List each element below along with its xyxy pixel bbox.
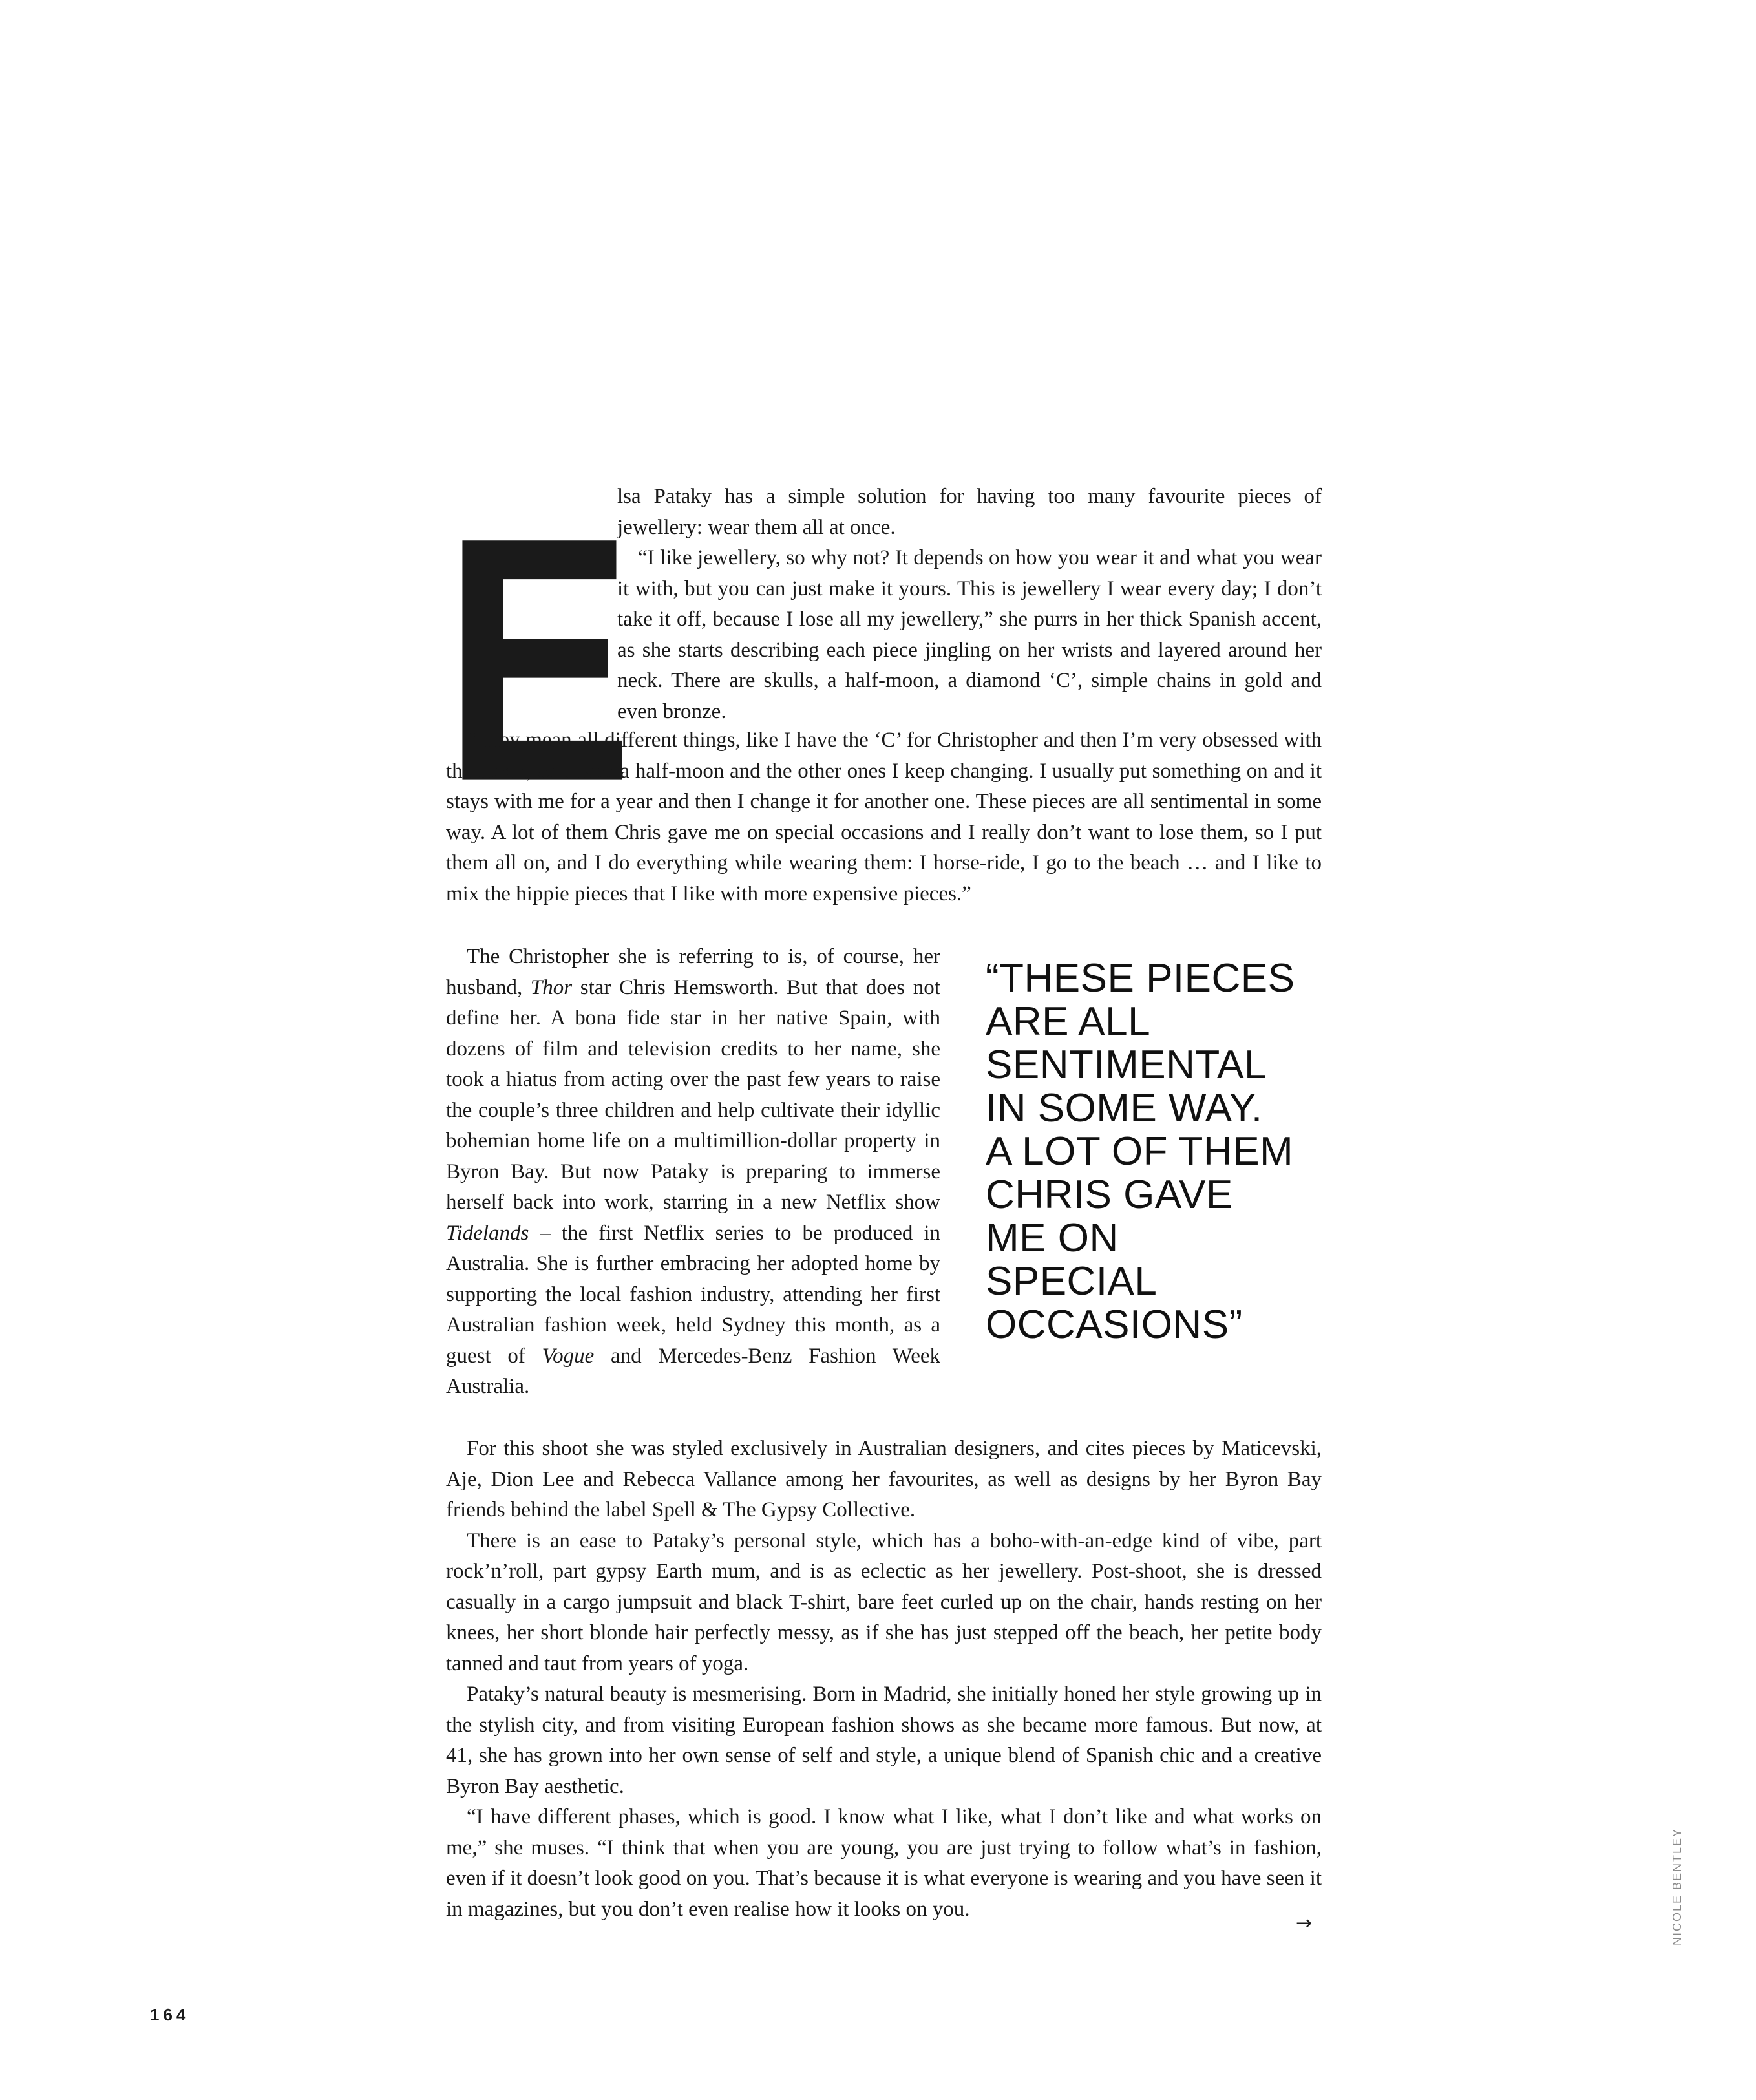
paragraph-5: For this shoot she was styled exclusively in Australian designers, and cites pieces by Maticevski, Aje, Dion Lee and Rebecca Vallance among her favourites, as well as designs by her Byron Bay friends behind the label Spell & The Gypsy Collective. [446,1437,1322,1522]
pull-quote-line: A LOT OF THEM [986,1129,1294,1174]
photo-credit: NICOLE BENTLEY [1671,1827,1684,1946]
body-left-column [446,942,940,1403]
continue-arrow-icon: → [1296,1912,1313,1935]
pull-quote-line: OCCASIONS” [986,1302,1243,1347]
pull-quote-line: ME ON [986,1216,1119,1260]
paragraph-7: Pataky’s natural beauty is mesmerising. Born in Madrid, she initially honed her style growing up in the stylish city, and from visiting European fashion shows as she became more famous. But now, at 41, she has grown into her own sense of self and style, a unique blend of Spanish chic and a creative Byron Bay aesthetic. [446,1682,1322,1798]
paragraph-4 [446,942,940,1403]
pull-quote-line: ARE ALL [986,999,1151,1044]
pull-quote-line: “THESE PIECES [986,956,1295,1001]
paragraph-3: “They mean all different things, like I have the ‘C’ for Christopher and then I’m very obsessed with the moon, so I have a half-moon and the other ones I keep changing. I usually put something on and it stays with me for a year and then I change it for another one. These pieces are all sentimental in some way. A lot of them Chris gave me on special occasions and I really don’t want to lose them, so I put them all on, and I do everything while wearing them: I horse-ride, I go to the beach … and I like to mix the hippie pieces that I like with more expensive pieces.” [446,728,1322,906]
pull-quote-line: SPECIAL [986,1259,1158,1304]
pull-quote [986,957,1335,1346]
body-full-width-2 [446,1434,1322,1925]
paragraph-6: There is an ease to Pataky’s personal style, which has a boho-with-an-edge kind of vibe, part rock’n’roll, part gypsy Earth mum, and is as eclectic as her jewellery. Post-shoot, she is dressed casually in a cargo jumpsuit and black T-shirt, bare feet curled up on the chair, hands resting on her knees, her short blonde hair perfectly messy, as if she has just stepped off the beach, her petite body tanned and taut from years of yoga. [446,1529,1322,1675]
intro-text [617,482,1322,727]
paragraph-8: “I have different phases, which is good. I know what I like, what I don’t like and what works on me,” she muses. “I think that when you are young, you are just trying to follow what’s in fashion, even if it doesn’t look good on you. That’s because it is what everyone is wearing and you have seen it in magazines, but you don’t even realise how it looks on you. [446,1805,1322,1921]
pull-quote-line: IN SOME WAY. [986,1086,1263,1130]
title-tidelands: Tidelands [446,1221,529,1245]
drop-cap: E [443,466,633,854]
intro-paragraph-1: lsa Pataky has a simple solution for having too many favourite pieces of jewellery: wear them all at once. [617,485,1322,539]
paragraph-4-part-b: star Chris Hemsworth. But that does not define her. A bona fide star in her native Spain, with dozens of film and television credits to her name, she took a hiatus from acting over the past few years to raise the couple’s three children and help cultivate their idyllic bohemian home life on a multimillion-dollar property in Byron Bay. But now Pataky is preparing to immerse herself back into work, starring in a new Netflix show [446,975,940,1214]
pull-quote-line: SENTIMENTAL [986,1043,1267,1087]
page-number: 164 [150,2005,190,2024]
intro-paragraph-2: “I like jewellery, so why not? It depends on how you wear it and what you wear it with, but you can just make it yours. This is jewellery I wear every day; I don’t take it off, because I lose all my jewellery,” she purrs in her thick Spanish accent, as she starts describing each piece jingling on her wrists and layered around her neck. There are skulls, a half-moon, a diamond ‘C’, simple chains in gold and even bronze. [617,546,1322,723]
pull-quote-line: CHRIS GAVE [986,1172,1233,1217]
paragraph-4-part-d: and Mercedes-Benz Fashion Week Australia. [446,1344,940,1398]
paragraph-4-part-a: The Christopher she is referring to is, of course, her husband, [446,945,940,999]
body-full-width-1 [446,725,1322,909]
paragraph-4-part-c: – the first Netflix series to be produced in Australia. She is further embracing her adopted home by supporting the local fashion industry, attending her first Australian fashion week, held Sydney this month, as a guest of [446,1221,940,1368]
title-vogue: Vogue [542,1344,595,1368]
title-thor: Thor [530,975,573,999]
